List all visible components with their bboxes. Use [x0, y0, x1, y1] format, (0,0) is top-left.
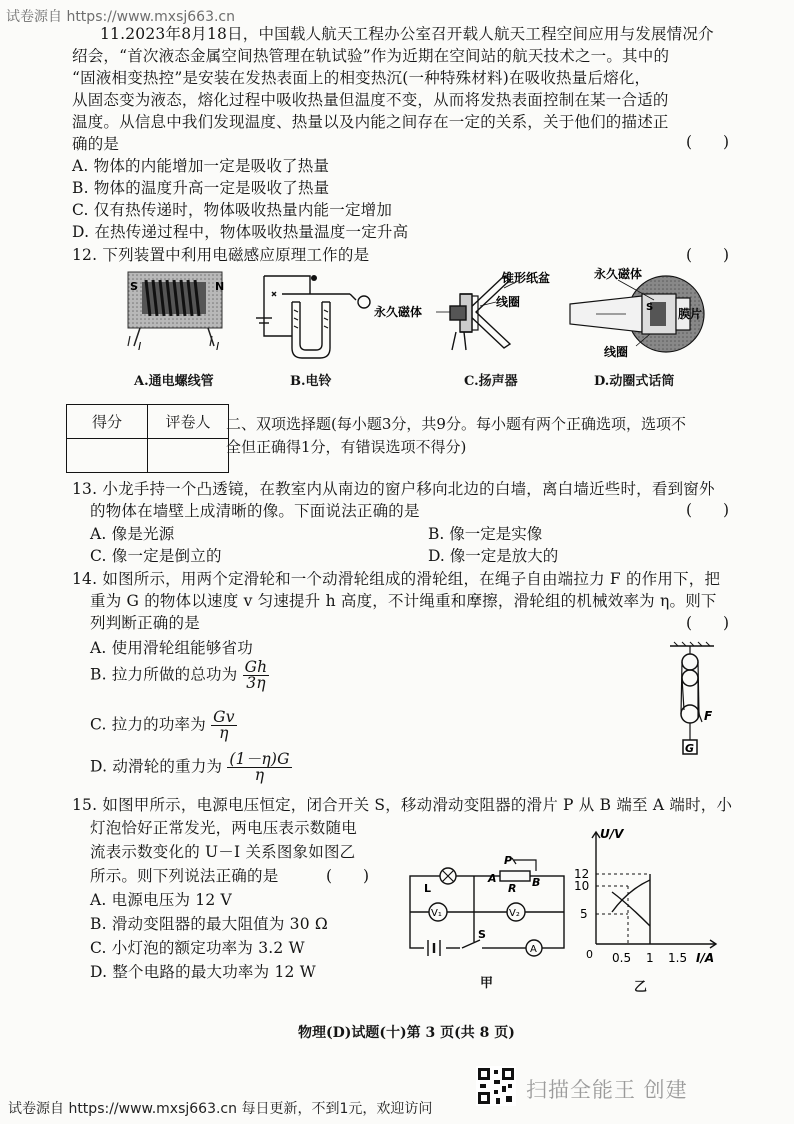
q14-option-c-text: C. 拉力的功率为 [90, 715, 206, 734]
q14-c-numerator: Gv [213, 708, 235, 726]
q14-option-b-text: B. 拉力所做的总功为 [90, 665, 238, 684]
speaker-coil-label: 线圈 [496, 295, 521, 309]
circuit-switch-label: S [478, 928, 486, 941]
q14-option-d-text: D. 动滑轮的重力为 [90, 757, 223, 776]
q11-line-5: 温度。从信息中我们发现温度、热量以及内能之间存在一定的关系，关于他们的描述正 [72, 113, 669, 131]
caption-b: B.电铃 [290, 374, 332, 389]
q15-line-3: 流表示数变化的 U－I 关系图象如图乙 [90, 843, 356, 861]
circuit-r-label: R [508, 882, 517, 895]
q11-option-c: C. 仅有热传递时，物体吸收热量内能一定增加 [72, 201, 393, 219]
graph-y-axis-label: U/V [600, 827, 624, 841]
q15-option-d: D. 整个电路的最大功率为 12 W [90, 963, 316, 981]
q15-answer-paren: ( ) [326, 867, 370, 885]
mic-s-label: S [646, 302, 654, 313]
graph-tick-0-5: 0.5 [612, 951, 632, 965]
q13-line-1: 13. 小龙手持一个凸透镜，在教室内从南边的窗户移向北边的白墙，离白墙近些时，看到窗外 [72, 480, 715, 498]
q13-line-2: 的物体在墙壁上成清晰的像。下面说法正确的是 [90, 502, 420, 520]
q15-option-a: A. 电源电压为 12 V [90, 891, 232, 909]
q13-option-b: B. 像一定是实像 [428, 525, 543, 543]
qr-code-icon [476, 1066, 516, 1106]
q11-line-3: “固液相变热控”是安装在发热表面上的相变热沉(一种特殊材料)在吸收热量后熔化， [72, 69, 651, 87]
circuit-b-label: B [532, 876, 541, 889]
solenoid-figure [120, 266, 230, 354]
q14-line-3: 列判断正确的是 [90, 614, 200, 632]
graph-tick-1-5: 1.5 [668, 951, 688, 965]
q14-option-b-fraction [243, 660, 270, 691]
q11-line-2: 绍会，“首次液态金属空间热管理在轨试验”作为近期在空间站的航天技术之一。其中的 [72, 47, 670, 65]
watermark-top: 试卷源自 https://www.mxsj663.cn [6, 9, 235, 25]
graph-x-axis-label: I/A [696, 951, 715, 965]
q14-option-c [90, 710, 237, 741]
q14-option-b [90, 660, 269, 691]
mic-coil-label: 线圈 [604, 345, 629, 359]
q13-option-c: C. 像一定是倒立的 [90, 547, 222, 565]
q11-line-1: 11.2023年8月18日，中国载人航天工程办公室召开载人航天工程空间应用与发展情况介 [100, 25, 714, 43]
q12-answer-paren: ( ) [686, 246, 730, 264]
caption-d: D.动圈式话筒 [594, 374, 675, 389]
q14-option-d [90, 752, 292, 783]
q14-option-a: A. 使用滑轮组能够省功 [90, 639, 253, 657]
q15-option-c: C. 小灯泡的额定功率为 3.2 W [90, 939, 305, 957]
q13-option-d: D. 像一定是放大的 [428, 547, 559, 565]
grader-header: 评卷人 [148, 405, 229, 439]
mic-diaphragm-label: 膜片 [678, 307, 703, 321]
q14-option-c-fraction [211, 710, 237, 741]
speaker-cone-label: 锥形纸盆 [502, 271, 551, 285]
q11-line-6: 确的是 [72, 135, 120, 153]
graph-tick-10: 10 [574, 879, 590, 893]
speaker-magnet-label: 永久磁体 [374, 305, 423, 319]
q11-line-4: 从固态变为液态，熔化过程中吸收热量但温度不变，从而将发热表面控制在某一合适的 [72, 91, 669, 109]
q14-b-denominator: 3η [246, 674, 266, 692]
q15-line-1: 15. 如图甲所示，电源电压恒定，闭合开关 S，移动滑动变阻器的滑片 P 从 B 端至 A 端时，小 [72, 796, 733, 814]
pulley-g-label: G [685, 742, 695, 755]
page-footer: 物理(D)试题(十)第 3 页(共 8 页) [298, 1025, 515, 1041]
q15-option-b: B. 滑动变阻器的最大阻值为 30 Ω [90, 915, 328, 933]
q15-line-2: 灯泡恰好正常发光，两电压表示数随电 [90, 819, 357, 837]
solenoid-s-label: S [130, 280, 138, 293]
circuit-l-label: L [424, 882, 432, 895]
loudspeaker-figure [372, 266, 558, 362]
q14-answer-paren: ( ) [686, 614, 730, 632]
graph-caption: 乙 [634, 980, 648, 995]
q15-line-4: 所示。则下列说法正确的是 [90, 867, 279, 885]
u-i-graph [572, 822, 722, 970]
pulley-figure [664, 640, 720, 762]
q11-answer-paren: ( ) [686, 133, 730, 151]
microphone-figure [566, 260, 716, 362]
q14-option-d-fraction [227, 752, 291, 783]
caption-c: C.扬声器 [464, 374, 518, 389]
caption-a: A.通电螺线管 [134, 374, 214, 389]
grader-cell [148, 439, 229, 473]
graph-origin: 0 [586, 948, 593, 961]
q11-option-d: D. 在热传递过程中，物体吸收热量温度一定升高 [72, 223, 409, 241]
q11-option-a: A. 物体的内能增加一定是吸收了热量 [72, 157, 330, 175]
score-table [66, 404, 229, 473]
circuit-a-label: A [488, 872, 497, 885]
ammeter-label: A [530, 944, 537, 955]
voltmeter-1-label: V₁ [431, 908, 442, 919]
pulley-f-label: F [704, 709, 713, 723]
q12-stem: 12. 下列装置中利用电磁感应原理工作的是 [72, 246, 370, 264]
solenoid-current-left: I [138, 340, 142, 353]
q14-line-2: 重为 G 的物体以速度 v 匀速提升 h 高度，不计绳重和摩擦，滑轮组的机械效率为 η。则下 [90, 592, 717, 610]
q14-d-numerator: (1－η)G [229, 750, 290, 768]
section2-title-line1: 二、双项选择题(每小题3分，共9分。每小题有两个正确选项，选项不 [226, 415, 686, 433]
mic-magnet-label: 永久磁体 [594, 267, 643, 281]
score-header: 得分 [67, 405, 148, 439]
section2-title-line2: 全但正确得1分，有错误选项不得分) [226, 438, 467, 456]
voltmeter-2-label: V₂ [509, 908, 520, 919]
circuit-diagram [404, 852, 574, 962]
scanner-brand: 扫描全能王 创建 [526, 1078, 688, 1102]
watermark-bottom: 试卷源自 https://www.mxsj663.cn 每日更新，不到1元，欢迎访问 [8, 1101, 433, 1117]
q13-option-a: A. 像是光源 [90, 525, 175, 543]
q13-answer-paren: ( ) [686, 501, 730, 519]
circuit-p-label: P [504, 854, 513, 867]
solenoid-n-label: N [215, 280, 225, 293]
q14-b-numerator: Gh [244, 658, 268, 676]
q11-option-b: B. 物体的温度升高一定是吸收了热量 [72, 179, 330, 197]
graph-tick-12: 12 [574, 867, 590, 881]
q14-d-denominator: η [254, 766, 265, 784]
electric-bell-figure [252, 266, 372, 362]
circuit-caption: 甲 [480, 976, 494, 991]
q14-c-denominator: η [219, 724, 229, 742]
q14-line-1: 14. 如图所示，用两个定滑轮和一个动滑轮组成的滑轮组，在绳子自由端拉力 F 的作用下，把 [72, 570, 721, 588]
graph-tick-5: 5 [580, 907, 588, 921]
graph-tick-1: 1 [646, 951, 654, 965]
solenoid-current-right: I [216, 340, 220, 353]
score-cell [67, 439, 148, 473]
